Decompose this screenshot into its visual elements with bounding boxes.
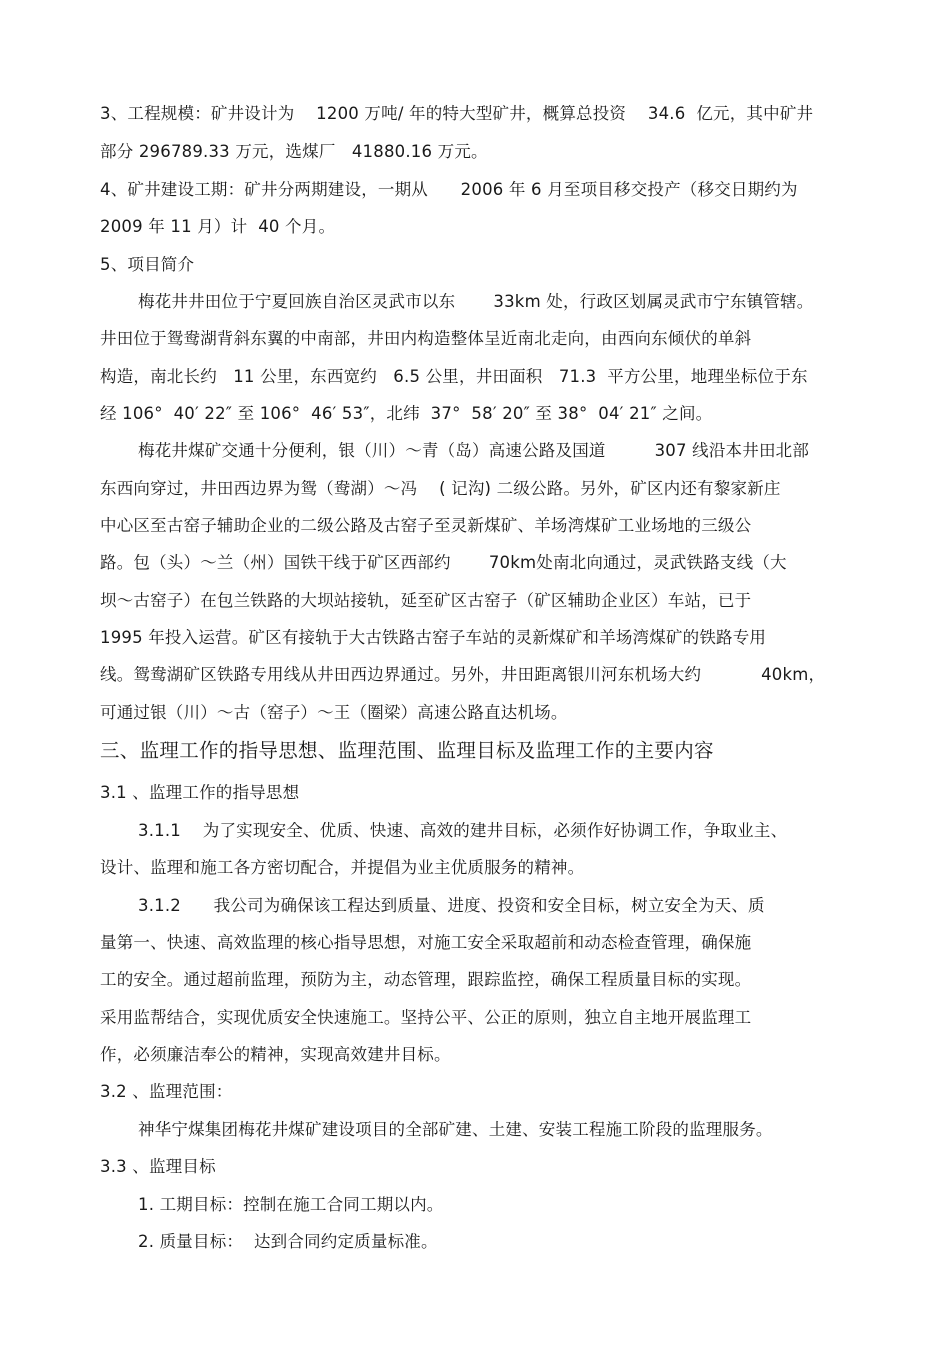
paragraph-line: 工的安全。通过超前监理，预防为主，动态管理，跟踪监控，确保工程质量目标的实现。 [100, 970, 752, 989]
section-heading: 5、项目简介 [100, 255, 195, 274]
paragraph-line: 井田位于鸳鸯湖背斜东翼的中南部，井田内构造整体呈近南北走向，由西向东倾伏的单斜 [100, 329, 752, 348]
paragraph-line: 量第一、快速、高效监理的核心指导思想，对施工安全采取超前和动态检查管理，确保施 [100, 933, 752, 952]
paragraph-line: 经 106° 40′ 22″ 至 106° 46′ 53″，北纬 37° 58′ 20″ 至 38° 04′ 21″ 之间。 [100, 404, 713, 423]
paragraph-line: 可通过银（川）～古（窑子）～王（圈梁）高速公路直达机场。 [100, 703, 568, 722]
text-line: 部分 296789.33 万元，选煤厂 41880.16 万元。 [100, 142, 488, 161]
paragraph-line: 线。鸳鸯湖矿区铁路专用线从井田西边界通过。另外，井田距离银川河东机场大约 40km， [100, 665, 826, 684]
paragraph-line: 路。包（头）～兰（州）国铁干线于矿区西部约 70km处南北向通过，灵武铁路支线（大 [100, 553, 787, 572]
chapter-heading: 三、监理工作的指导思想、监理范围、监理目标及监理工作的主要内容 [100, 739, 714, 762]
paragraph-line: 中心区至古窑子辅助企业的二级公路及古窑子至灵新煤矿、羊场湾煤矿工业场地的三级公 [100, 516, 752, 535]
text-line: 3、工程规模：矿井设计为 1200 万吨/ 年的特大型矿井，概算总投资 34.6 亿元，其中矿井 [100, 104, 814, 123]
text-line: 2009 年 11 月）计 40 个月。 [100, 217, 336, 236]
list-item: 1. 工期目标：控制在施工合同工期以内。 [138, 1195, 444, 1214]
subsection-heading: 3.3 、监理目标 [100, 1157, 216, 1176]
paragraph-line: 神华宁煤集团梅花井煤矿建设项目的全部矿建、土建、安装工程施工阶段的监理服务。 [138, 1120, 773, 1139]
list-item: 2. 质量目标： 达到合同约定质量标准。 [138, 1232, 438, 1251]
paragraph-line: 坝～古窑子）在包兰铁路的大坝站接轨，延至矿区古窑子（矿区辅助企业区）车站，已于 [100, 591, 752, 610]
text-line: 4、矿井建设工期：矿井分两期建设，一期从 2006 年 6 月至项目移交投产（移交日期约为 [100, 180, 798, 199]
paragraph-line: 作，必须廉洁奉公的精神，实现高效建井目标。 [100, 1045, 451, 1064]
paragraph-line: 采用监帮结合，实现优质安全快速施工。坚持公平、公正的原则，独立自主地开展监理工 [100, 1008, 752, 1027]
subsection-heading: 3.2 、监理范围： [100, 1082, 233, 1101]
paragraph-line: 东西向穿过，井田西边界为鸳（鸯湖）～冯 ( 记沟) 二级公路。另外，矿区内还有黎家新庄 [100, 479, 781, 498]
paragraph-line: 梅花井煤矿交通十分便利，银（川）～青（岛）高速公路及国道 307 线沿本井田北部 [138, 441, 810, 460]
paragraph-line: 设计、监理和施工各方密切配合，并提倡为业主优质服务的精神。 [100, 858, 585, 877]
subsection-heading: 3.1 、监理工作的指导思想 [100, 783, 300, 802]
paragraph-line: 梅花井井田位于宁夏回族自治区灵武市以东 33km 处，行政区划属灵武市宁东镇管辖。 [138, 292, 814, 311]
paragraph-line: 3.1.2 我公司为确保该工程达到质量、进度、投资和安全目标，树立安全为天、质 [138, 896, 765, 915]
paragraph-line: 1995 年投入运营。矿区有接轨于大古铁路古窑子车站的灵新煤矿和羊场湾煤矿的铁路专用 [100, 628, 767, 647]
paragraph-line: 构造，南北长约 11 公里，东西宽约 6.5 公里，井田面积 71.3 平方公里，地理坐标位于东 [100, 367, 808, 386]
paragraph-line: 3.1.1 为了实现安全、优质、快速、高效的建井目标，必须作好协调工作，争取业主、 [138, 821, 788, 840]
